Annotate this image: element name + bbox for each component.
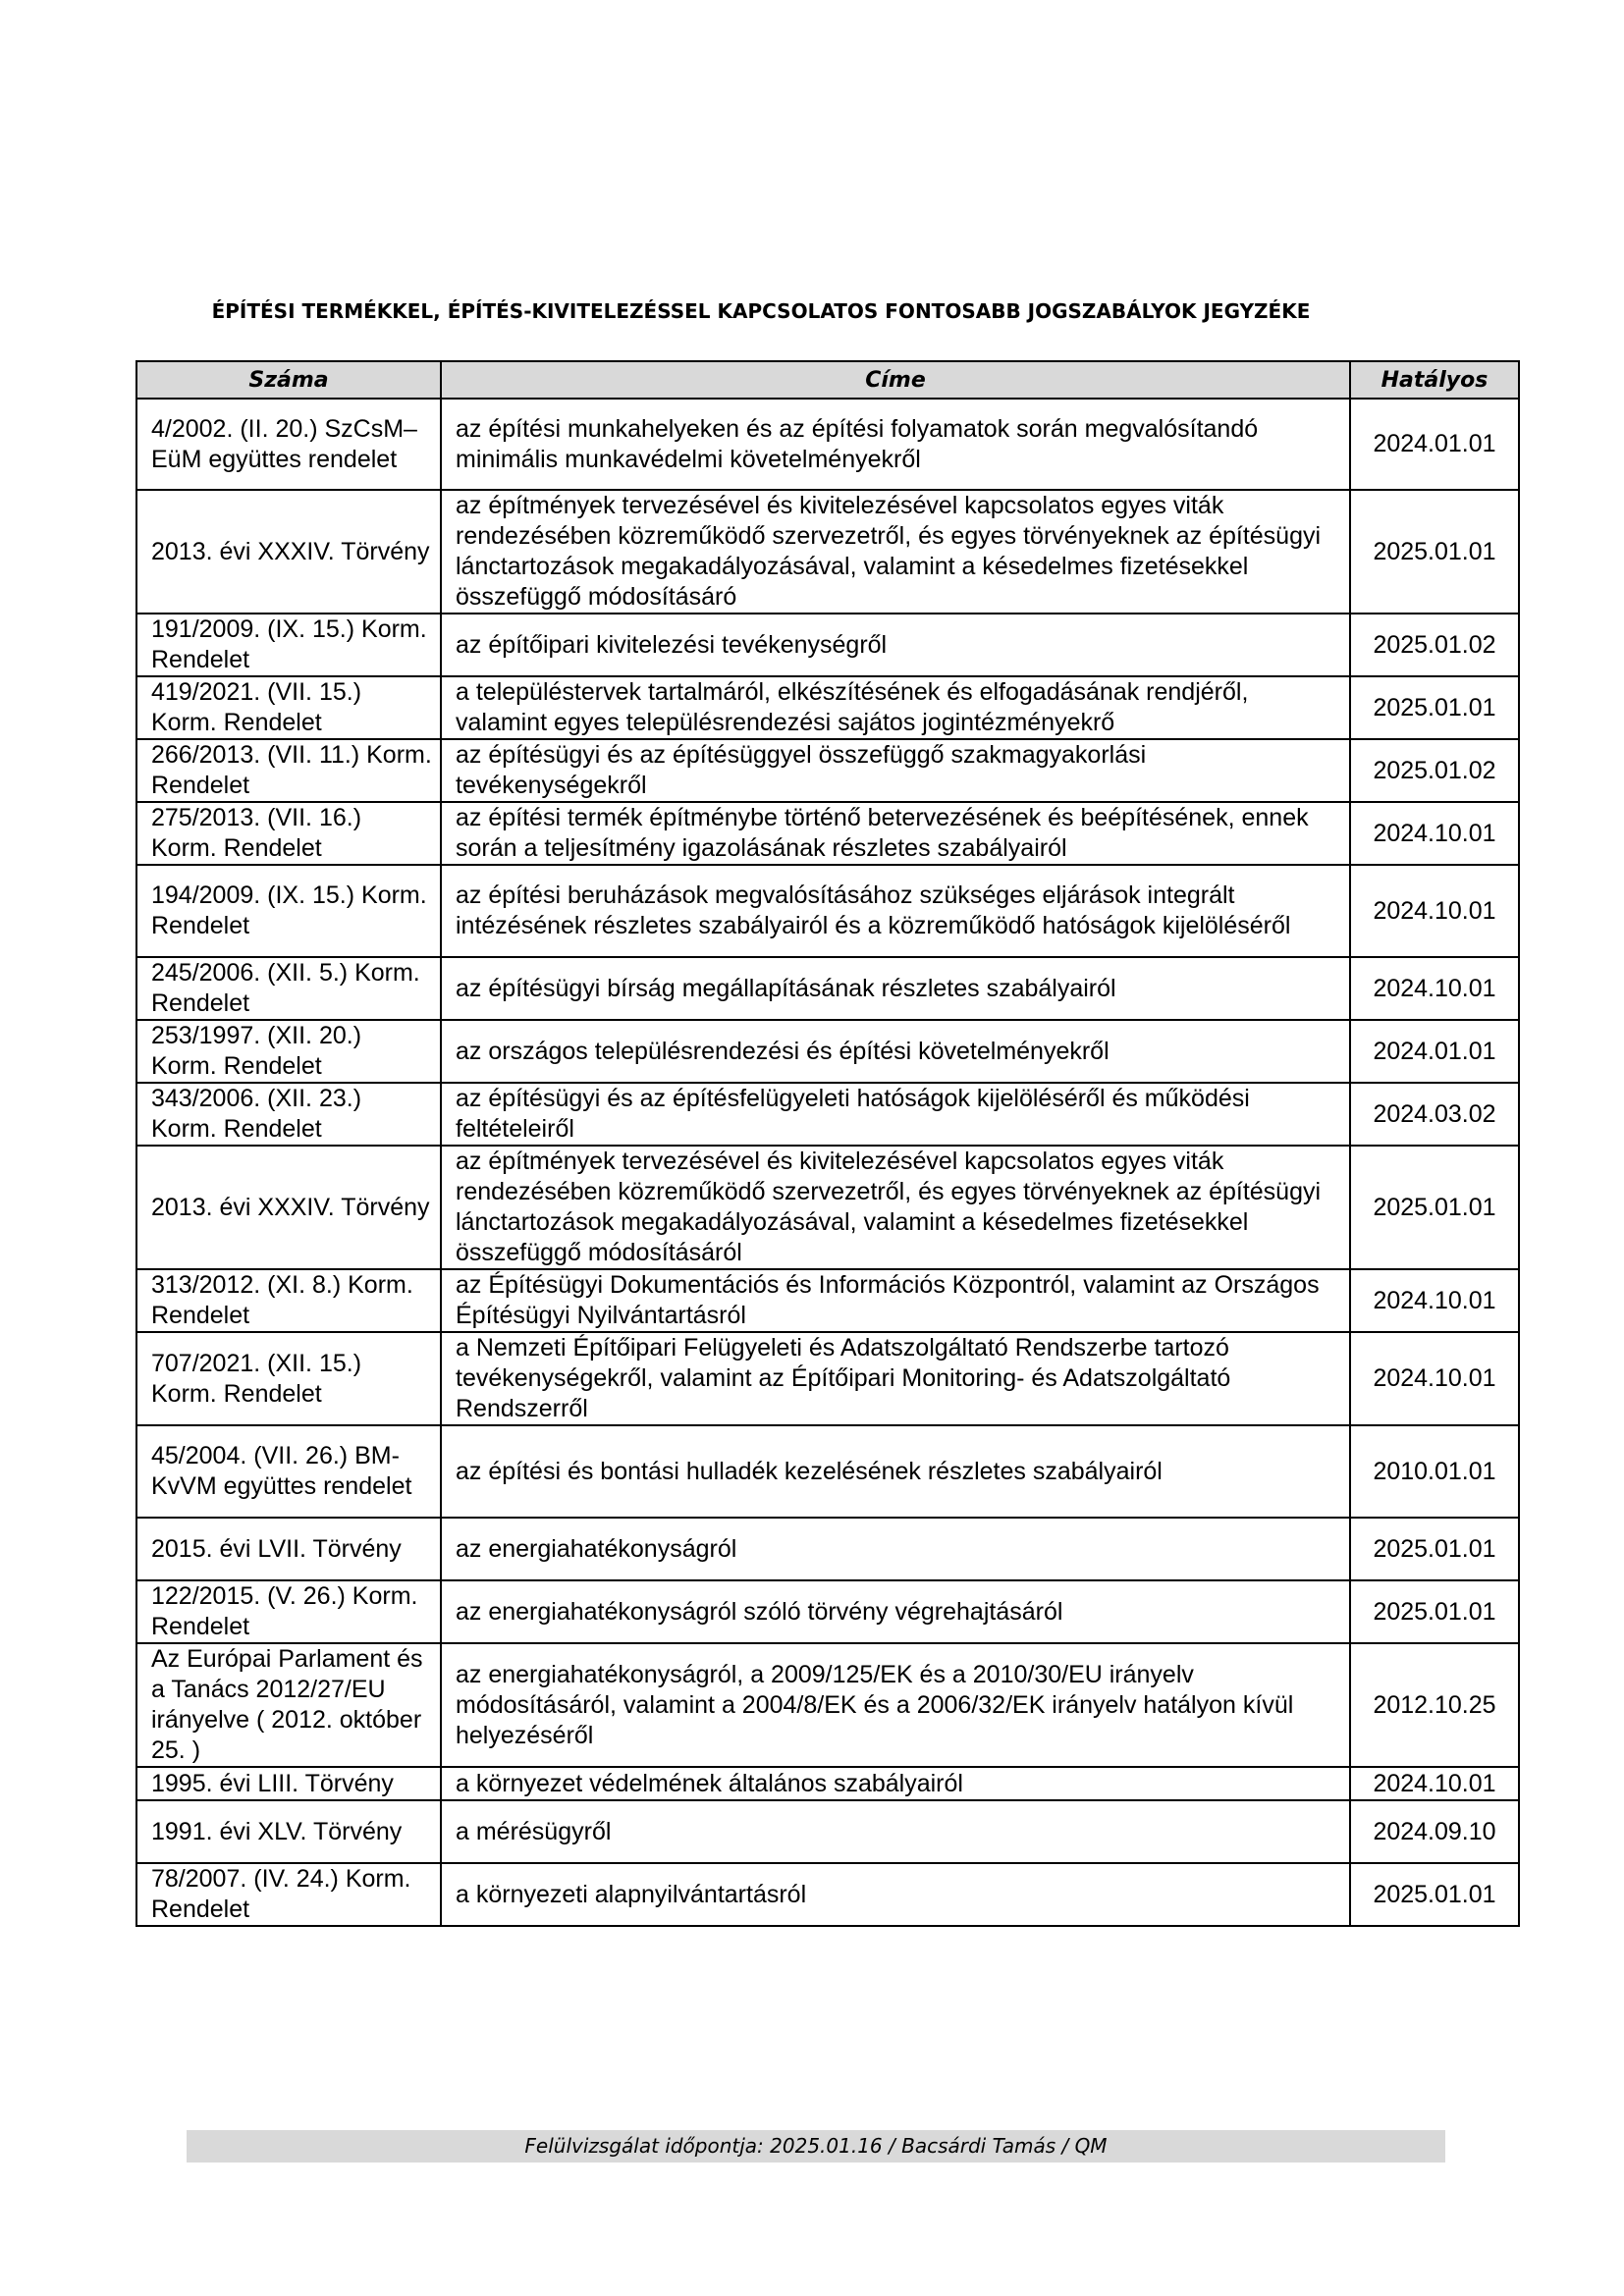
- regulation-title: a környezet védelmének általános szabályairól: [441, 1767, 1350, 1800]
- regulation-title: az energiahatékonyságról szóló törvény végrehajtásáról: [441, 1580, 1350, 1643]
- regulation-title: az építési beruházások megvalósításához szükséges eljárások integrált intézésének részletes szabályairól és a közreműködő hatóságok kijelöléséről: [441, 865, 1350, 957]
- regulation-number: 253/1997. (XII. 20.) Korm. Rendelet: [136, 1020, 441, 1083]
- regulation-number: 275/2013. (VII. 16.) Korm. Rendelet: [136, 802, 441, 865]
- table-row: [136, 1020, 1519, 1083]
- regulation-number: 1991. évi XLV. Törvény: [136, 1800, 441, 1863]
- review-footer: Felülvizsgálat időpontja: 2025.01.16 / Bacsárdi Tamás / QM: [187, 2130, 1445, 2163]
- table-row: [136, 1269, 1519, 1332]
- regulation-title: az építésügyi és az építésüggyel összefüggő szakmagyakorlási tevékenységekről: [441, 739, 1350, 802]
- table-row: [136, 399, 1519, 490]
- regulation-title: az Építésügyi Dokumentációs és Információs Központról, valamint az Országos Építésügyi Nyilvántartásról: [441, 1269, 1350, 1332]
- effective-date: 2024.10.01: [1350, 802, 1519, 865]
- regulation-title: a Nemzeti Építőipari Felügyeleti és Adatszolgáltató Rendszerbe tartozó tevékenységekről, valamint az Építőipari Monitoring- és Adatszolgáltató Rendszerről: [441, 1332, 1350, 1425]
- regulation-number: 266/2013. (VII. 11.) Korm. Rendelet: [136, 739, 441, 802]
- regulation-number: 2013. évi XXXIV. Törvény: [136, 1146, 441, 1269]
- effective-date: 2025.01.02: [1350, 614, 1519, 676]
- effective-date: 2024.01.01: [1350, 399, 1519, 490]
- table-row: [136, 1643, 1519, 1767]
- regulation-number: Az Európai Parlament és a Tanács 2012/27/EU irányelve ( 2012. október 25. ): [136, 1643, 441, 1767]
- regulations-table: [135, 360, 1520, 1927]
- regulation-number: 313/2012. (XI. 8.) Korm. Rendelet: [136, 1269, 441, 1332]
- header-effective: Hatályos: [1350, 361, 1519, 399]
- regulation-title: a mérésügyről: [441, 1800, 1350, 1863]
- regulation-number: 194/2009. (IX. 15.) Korm. Rendelet: [136, 865, 441, 957]
- effective-date: 2024.10.01: [1350, 865, 1519, 957]
- regulation-number: 122/2015. (V. 26.) Korm. Rendelet: [136, 1580, 441, 1643]
- regulation-number: 191/2009. (IX. 15.) Korm. Rendelet: [136, 614, 441, 676]
- table-row: [136, 1425, 1519, 1518]
- effective-date: 2025.01.01: [1350, 1863, 1519, 1926]
- regulation-title: az építési munkahelyeken és az építési folyamatok során megvalósítandó minimális munkavédelmi követelményekről: [441, 399, 1350, 490]
- table-row: [136, 1083, 1519, 1146]
- table-row: [136, 1146, 1519, 1269]
- table-row: [136, 614, 1519, 676]
- regulation-title: az energiahatékonyságról, a 2009/125/EK és a 2010/30/EU irányelv módosításáról, valamint a 2004/8/EK és a 2006/32/EK irányelv hatályon kívül helyezéséről: [441, 1643, 1350, 1767]
- table-row: [136, 1767, 1519, 1800]
- table-row: [136, 1332, 1519, 1425]
- page-title: ÉPÍTÉSI TERMÉKKEL, ÉPÍTÉS-KIVITELEZÉSSEL KAPCSOLATOS FONTOSABB JOGSZABÁLYOK JEGYZÉKE: [211, 299, 1311, 323]
- effective-date: 2024.10.01: [1350, 1269, 1519, 1332]
- table-row: [136, 676, 1519, 739]
- effective-date: 2024.01.01: [1350, 1020, 1519, 1083]
- regulation-title: az országos településrendezési és építési követelményekről: [441, 1020, 1350, 1083]
- table-row: [136, 739, 1519, 802]
- table-body: [136, 399, 1519, 1926]
- regulation-title: a településtervek tartalmáról, elkészítésének és elfogadásának rendjéről, valamint egyes településrendezési sajátos jogintézményekrő: [441, 676, 1350, 739]
- regulation-title: az építésügyi bírság megállapításának részletes szabályairól: [441, 957, 1350, 1020]
- table-row: [136, 490, 1519, 614]
- effective-date: 2024.10.01: [1350, 957, 1519, 1020]
- regulation-number: 2013. évi XXXIV. Törvény: [136, 490, 441, 614]
- regulation-number: 4/2002. (II. 20.) SzCsM–EüM együttes rendelet: [136, 399, 441, 490]
- regulation-title: az építésügyi és az építésfelügyeleti hatóságok kijelöléséről és működési feltételeiről: [441, 1083, 1350, 1146]
- effective-date: 2012.10.25: [1350, 1643, 1519, 1767]
- regulation-title: az építési és bontási hulladék kezelésének részletes szabályairól: [441, 1425, 1350, 1518]
- effective-date: 2024.10.01: [1350, 1767, 1519, 1800]
- table-row: [136, 1580, 1519, 1643]
- effective-date: 2025.01.01: [1350, 1580, 1519, 1643]
- header-number: Száma: [136, 361, 441, 399]
- regulation-number: 343/2006. (XII. 23.) Korm. Rendelet: [136, 1083, 441, 1146]
- regulation-title: az építőipari kivitelezési tevékenységről: [441, 614, 1350, 676]
- effective-date: 2024.03.02: [1350, 1083, 1519, 1146]
- table-row: [136, 1518, 1519, 1580]
- regulation-title: az energiahatékonyságról: [441, 1518, 1350, 1580]
- effective-date: 2010.01.01: [1350, 1425, 1519, 1518]
- effective-date: 2025.01.01: [1350, 1146, 1519, 1269]
- regulation-number: 78/2007. (IV. 24.) Korm. Rendelet: [136, 1863, 441, 1926]
- regulation-title: az építési termék építménybe történő betervezésének és beépítésének, ennek során a teljesítmény igazolásának részletes szabályairól: [441, 802, 1350, 865]
- effective-date: 2024.10.01: [1350, 1332, 1519, 1425]
- effective-date: 2025.01.01: [1350, 676, 1519, 739]
- regulation-number: 707/2021. (XII. 15.) Korm. Rendelet: [136, 1332, 441, 1425]
- table-row: [136, 1863, 1519, 1926]
- regulation-number: 2015. évi LVII. Törvény: [136, 1518, 441, 1580]
- regulation-title: az építmények tervezésével és kivitelezésével kapcsolatos egyes viták rendezésében közreműködő szervezetről, és egyes törvényeknek az építésügyi lánctartozások megakadályozásával, valamint a késedelmes fizetésekkel összefüggő módosításáró: [441, 490, 1350, 614]
- header-title: Címe: [441, 361, 1350, 399]
- table-row: [136, 957, 1519, 1020]
- table-header-row: [136, 361, 1519, 399]
- table-row: [136, 865, 1519, 957]
- regulation-title: az építmények tervezésével és kivitelezésével kapcsolatos egyes viták rendezésében közreműködő szervezetről, és egyes törvényeknek az építésügyi lánctartozások megakadályozásával, valamint a késedelmes fizetésekkel összefüggő módosításáról: [441, 1146, 1350, 1269]
- regulation-number: 45/2004. (VII. 26.) BM-KvVM együttes rendelet: [136, 1425, 441, 1518]
- regulation-number: 1995. évi LIII. Törvény: [136, 1767, 441, 1800]
- regulation-number: 245/2006. (XII. 5.) Korm. Rendelet: [136, 957, 441, 1020]
- table-row: [136, 802, 1519, 865]
- regulation-title: a környezeti alapnyilvántartásról: [441, 1863, 1350, 1926]
- effective-date: 2025.01.02: [1350, 739, 1519, 802]
- effective-date: 2025.01.01: [1350, 1518, 1519, 1580]
- table-row: [136, 1800, 1519, 1863]
- effective-date: 2024.09.10: [1350, 1800, 1519, 1863]
- regulation-number: 419/2021. (VII. 15.) Korm. Rendelet: [136, 676, 441, 739]
- effective-date: 2025.01.01: [1350, 490, 1519, 614]
